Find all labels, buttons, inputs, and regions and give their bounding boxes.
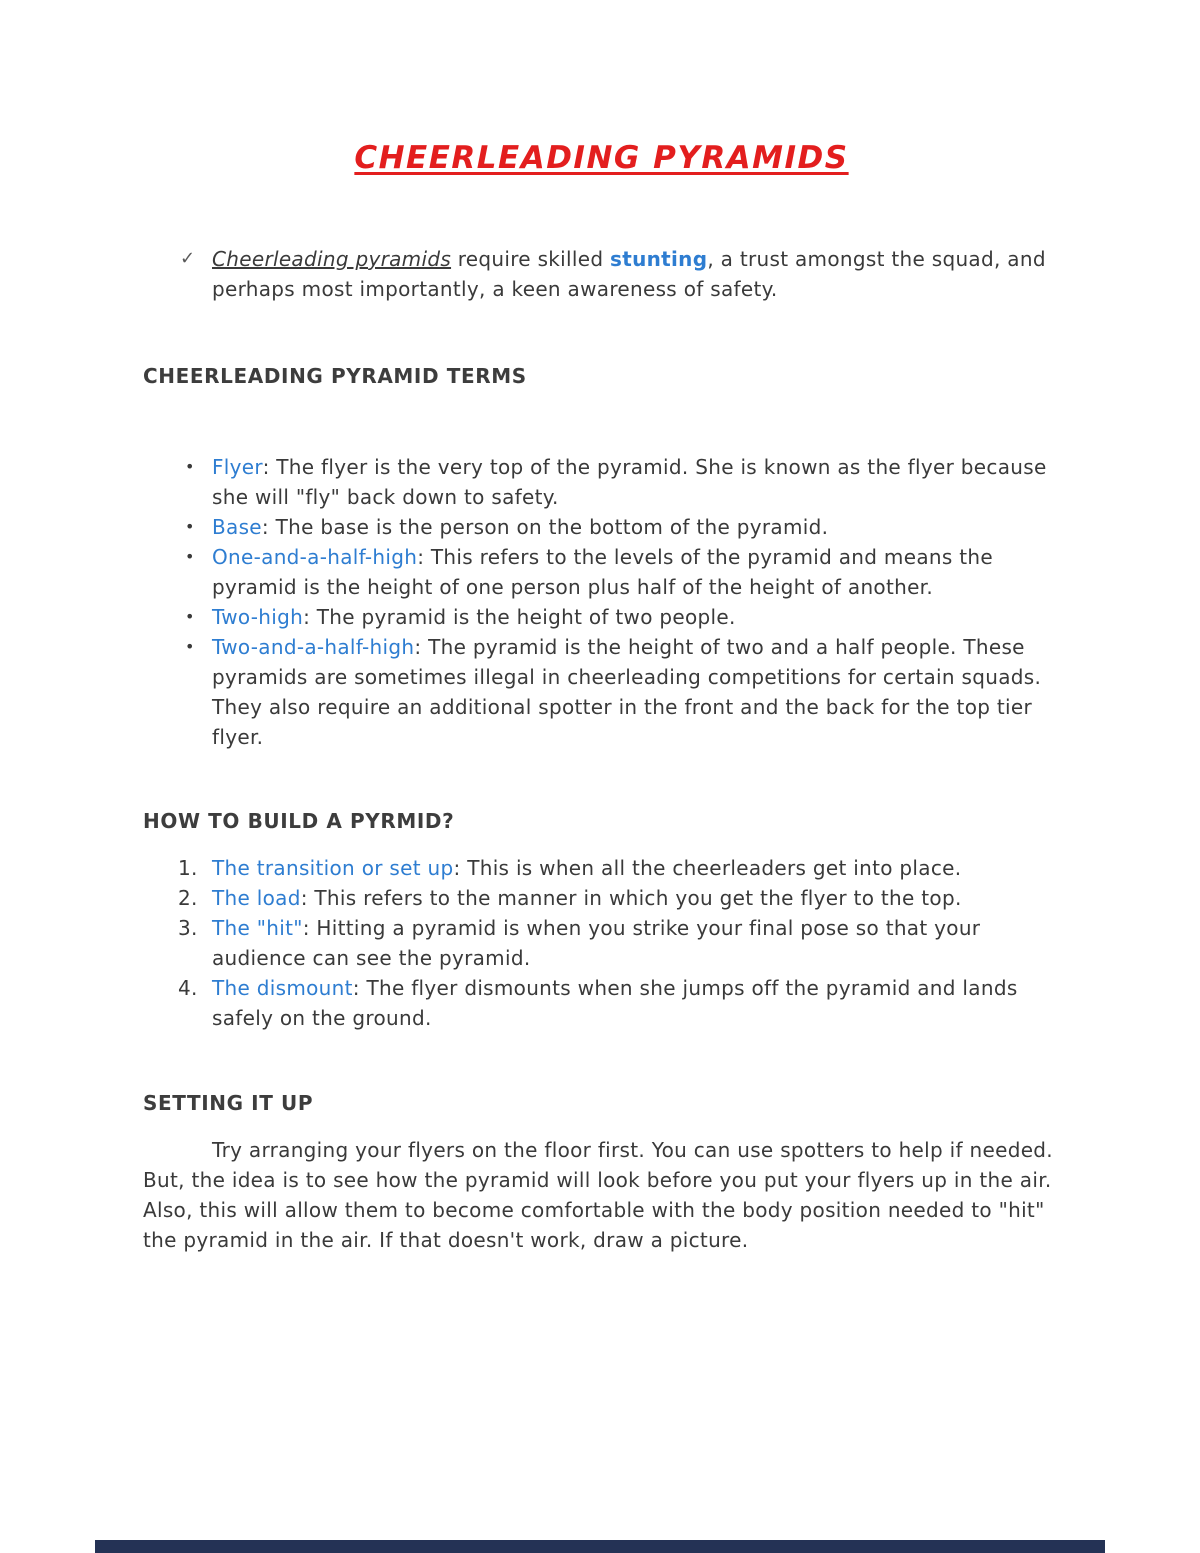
list-item (143, 913, 1060, 973)
term-label: Two-high (212, 605, 304, 629)
terms-bullet-list (143, 452, 1060, 752)
list-item (143, 602, 1060, 632)
build-numbered-list (143, 853, 1060, 1033)
list-item (143, 542, 1060, 602)
bullet-icon: • (185, 517, 195, 536)
build-section-heading: HOW TO BUILD A PYRMID? (143, 809, 455, 833)
intro-highlight-term: stunting (610, 247, 708, 271)
list-number: 3. (178, 916, 198, 940)
step-label: The dismount (212, 976, 353, 1000)
term-description: : The base is the person on the bottom of the pyramid. (261, 515, 829, 539)
list-number: 2. (178, 886, 198, 910)
term-definition (212, 452, 1060, 512)
step-label: The transition or set up (212, 856, 454, 880)
check-bullet-icon: ✓ (180, 248, 196, 269)
terms-section-heading: CHEERLEADING PYRAMID TERMS (143, 364, 527, 388)
term-label: Two-and-a-half-high (212, 635, 415, 659)
setting-section-heading: SETTING IT UP (143, 1091, 314, 1115)
bullet-icon: • (185, 457, 195, 476)
term-definition (212, 632, 1060, 752)
intro-bullet-item (143, 244, 1060, 304)
term-description: : The pyramid is the height of two people. (303, 605, 736, 629)
term-description: : The flyer is the very top of the pyramid. She is known as the flyer because she will "fly" back down to safety. (212, 455, 1047, 509)
bullet-icon: • (185, 637, 195, 656)
intro-text (212, 244, 1060, 304)
page-title: CHEERLEADING PYRAMIDS (354, 140, 849, 176)
list-item (143, 512, 1060, 542)
term-definition (212, 542, 1060, 602)
term-description: : The pyramid is the height of two and a half people. These pyramids are sometimes illegal in cheerleading competitions for certain squads. They also require an additional spotter in the front and the back for the top tier flyer. (212, 635, 1042, 749)
next-page-edge-bar (95, 1540, 1105, 1553)
step-label: The "hit" (212, 916, 303, 940)
step-definition (212, 913, 1060, 973)
step-description: : The flyer dismounts when she jumps off the pyramid and lands safely on the ground. (212, 976, 1018, 1030)
step-label: The load (212, 886, 301, 910)
list-item (143, 883, 1060, 913)
list-number: 4. (178, 976, 198, 1000)
term-definition (212, 512, 1060, 542)
setting-paragraph: Try arranging your flyers on the floor first. You can use spotters to help if needed. But, the idea is to see how the pyramid will look before you put your flyers up in the air. Also, this will allow them to become comfortable with the body position needed to "hit" the pyramid in the air. If that doesn't work, draw a picture. (143, 1138, 1053, 1252)
list-item (143, 452, 1060, 512)
step-description: : Hitting a pyramid is when you strike your final pose so that your audience can see the pyramid. (212, 916, 981, 970)
list-item (143, 973, 1060, 1033)
intro-plain-text-2: , a trust amongst the squad, and perhaps most importantly, a keen awareness of safety. (212, 247, 1046, 301)
step-definition (212, 973, 1060, 1033)
bullet-icon: • (185, 607, 195, 626)
list-item (143, 853, 1060, 883)
term-description: : This refers to the levels of the pyramid and means the pyramid is the height of one person plus half of the height of another. (212, 545, 993, 599)
list-number: 1. (178, 856, 198, 880)
bullet-icon: • (185, 547, 195, 566)
intro-underlined-phrase: Cheerleading pyramids (212, 247, 452, 271)
term-label: One-and-a-half-high (212, 545, 418, 569)
step-description: : This refers to the manner in which you get the flyer to the top. (300, 886, 962, 910)
step-description: : This is when all the cheerleaders get into place. (453, 856, 962, 880)
step-definition (212, 853, 1060, 883)
list-item (143, 632, 1060, 752)
term-label: Base (212, 515, 262, 539)
step-definition (212, 883, 1060, 913)
intro-plain-text-1: require skilled (451, 247, 610, 271)
term-definition (212, 602, 1060, 632)
term-label: Flyer (212, 455, 263, 479)
